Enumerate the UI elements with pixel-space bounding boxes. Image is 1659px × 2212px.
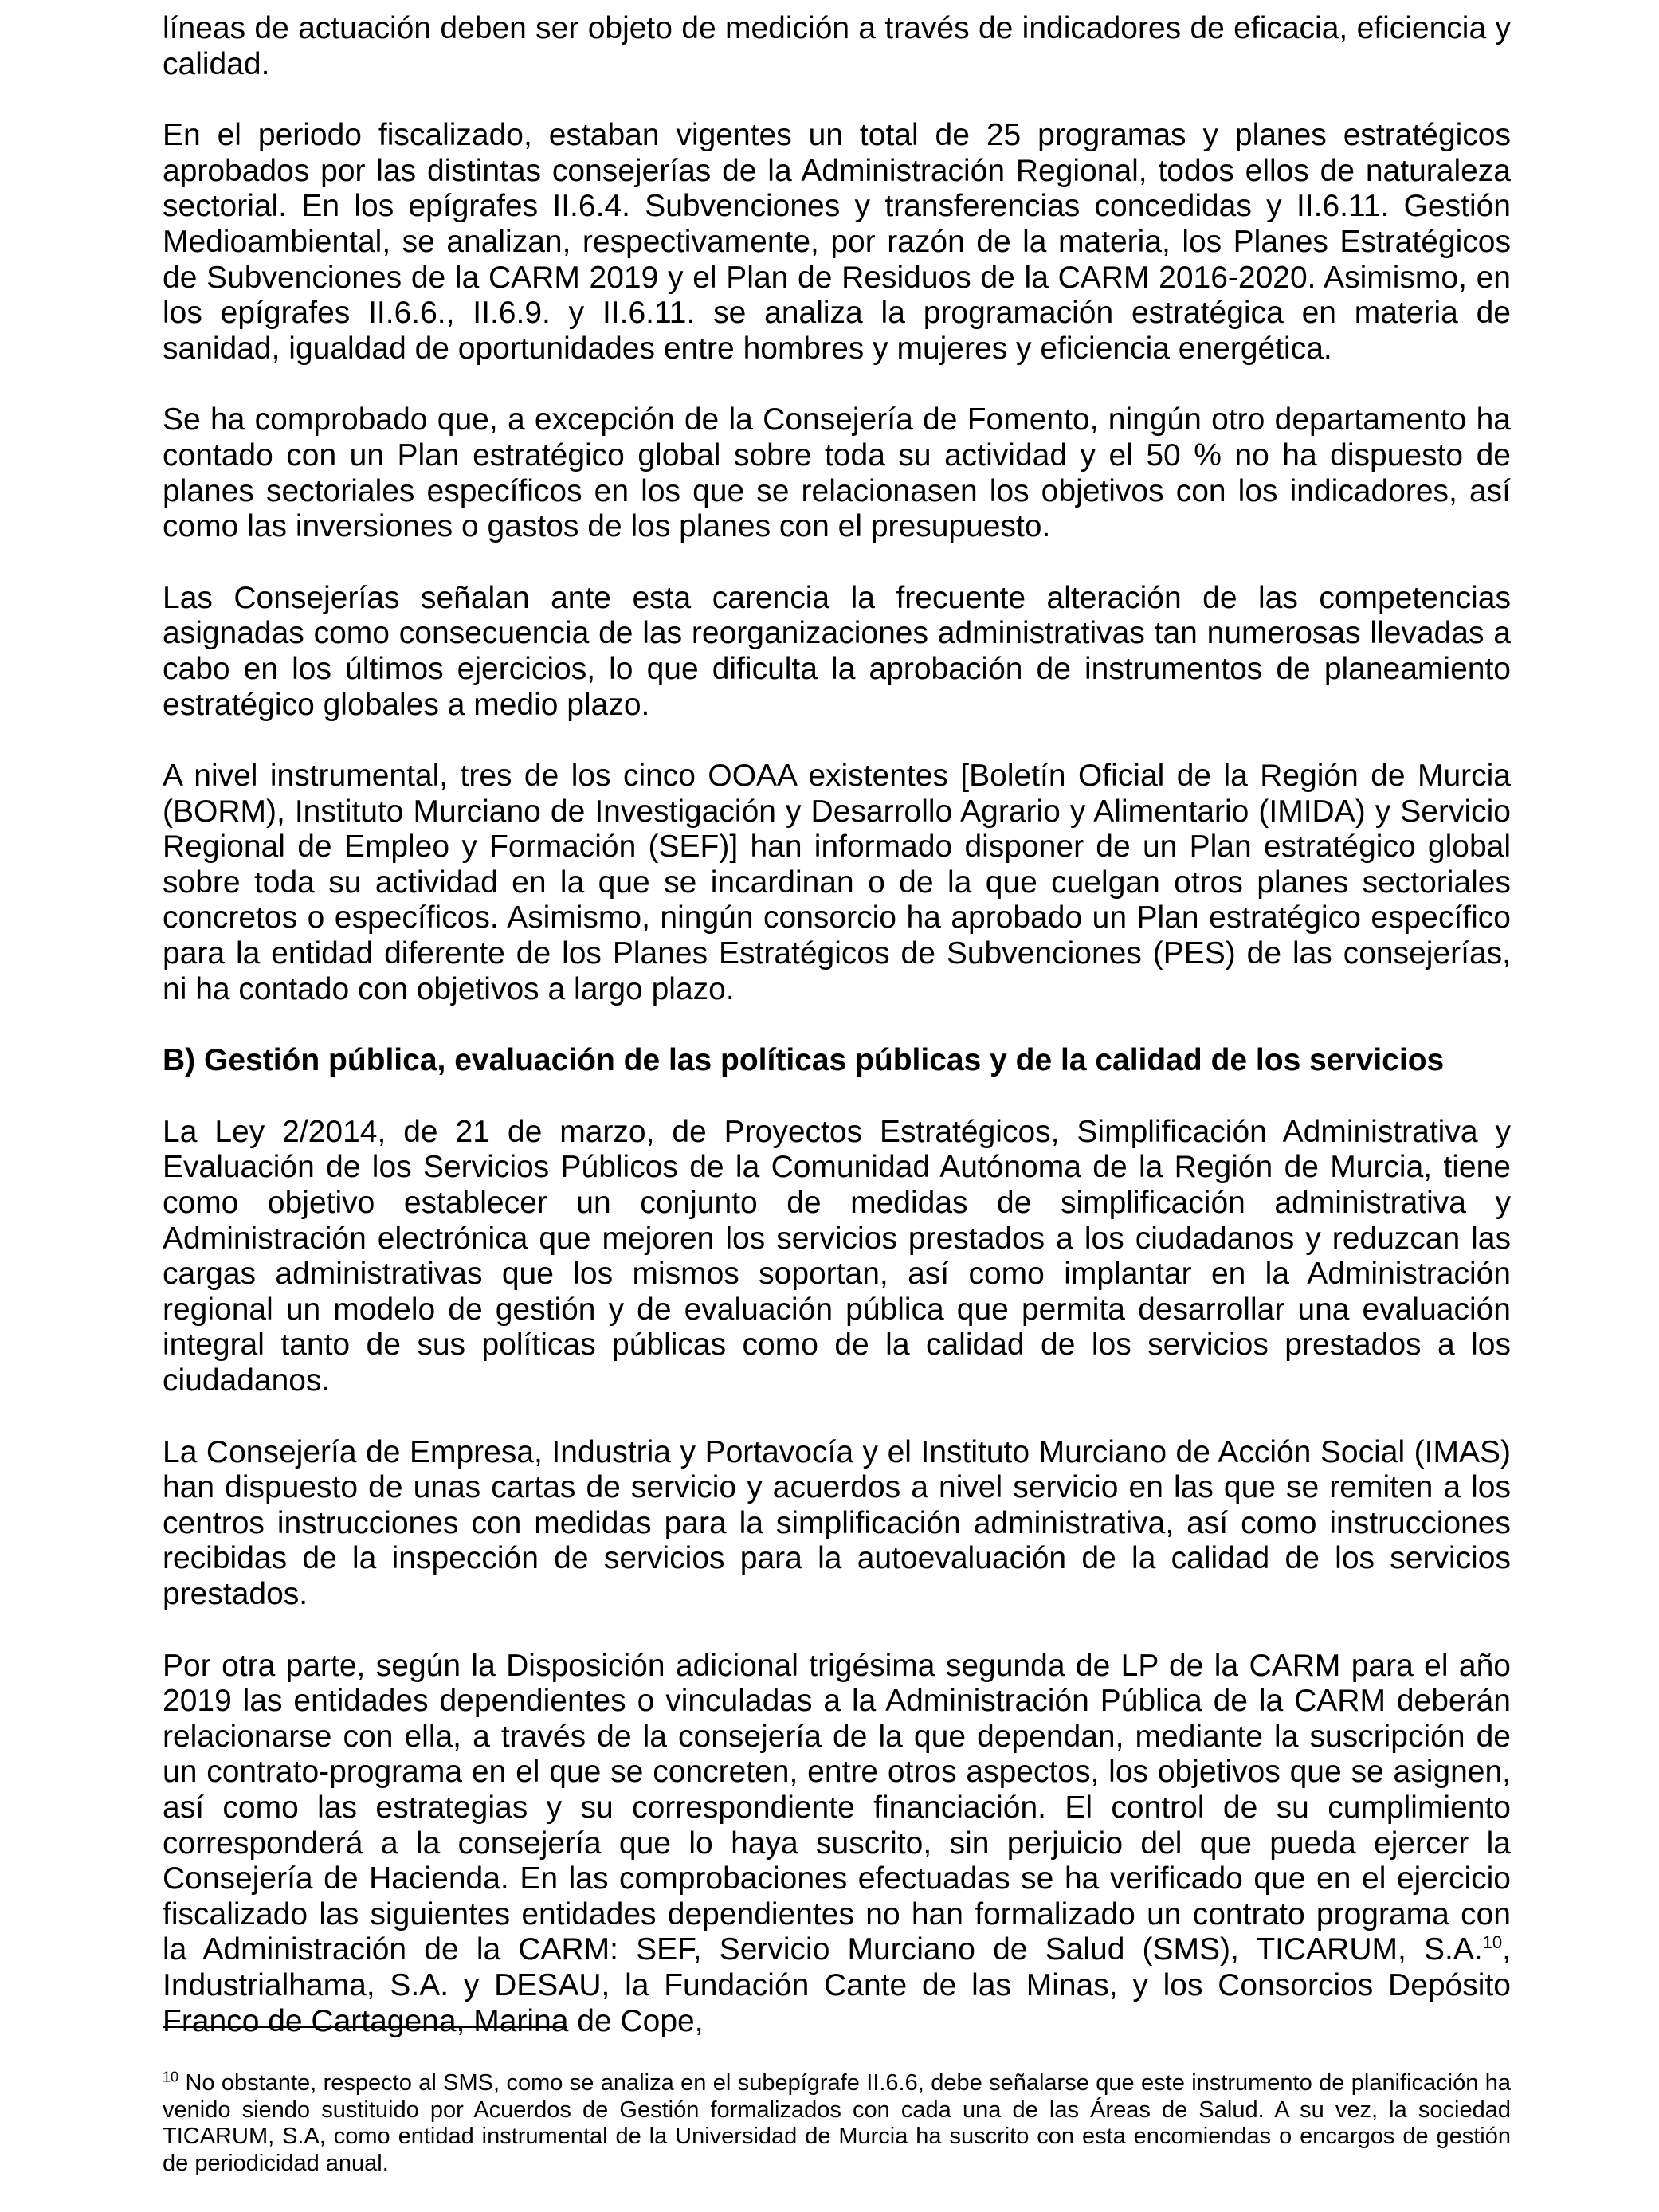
footnote-number: 10 xyxy=(163,2069,179,2085)
paragraph-text-after: , Industrialhama, S.A. y DESAU, la Fundación Cante de las Minas, y los Consorcios Depósito Franco de Cartagena, Marina de Cope, xyxy=(163,1932,1511,2038)
document-body xyxy=(163,11,1511,2075)
footnote-separator xyxy=(163,2026,567,2028)
footnote-text: No obstante, respecto al SMS, como se analiza en el subepígrafe II.6.6, debe señalarse que este instrumento de planificación ha venido siendo sustituido por Acuerdos de Gestión formalizados con cada una de las Áreas de Salud. A su vez, la sociedad TICARUM, S.A, como entidad instrumental de la Universidad de Murcia ha suscrito con esta encomiendas o encargos de gestión de periodicidad anual. xyxy=(163,2070,1512,2176)
paragraph-text-before: Por otra parte, según la Disposición adicional trigésima segunda de LP de la CARM para el año 2019 las entidades dependientes o vinculadas a la Administración Pública de la CARM deberán relacionarse con ella, a través de la consejería de la que dependan, mediante la suscripción de un contrato-programa en el que se concreten, entre otros aspectos, los objetivos que se asignen, así como las estrategias y su correspondiente financiación. El control de su cumplimiento corresponderá a la consejería que lo haya suscrito, sin perjuicio del que pueda ejercer la Consejería de Hacienda. En las comprobaciones efectuadas se ha verificado que en el ejercicio fiscalizado las siguientes entidades dependientes no han formalizado un contrato programa con la Administración de la CARM: SEF, Servicio Murciano de Salud (SMS), TICARUM, S.A. xyxy=(163,1648,1511,1967)
paragraph-1: líneas de actuación deben ser objeto de medición a través de indicadores de eficacia, eficiencia y calidad. xyxy=(163,11,1511,81)
paragraph-with-footnote xyxy=(163,1649,1511,2040)
footnote-reference[interactable]: 10 xyxy=(1482,1932,1503,1953)
footnote xyxy=(163,2070,1511,2177)
paragraph-2: En el periodo fiscalizado, estaban vigentes un total de 25 programas y planes estratégicos aprobados por las distintas consejerías de la Administración Regional, todos ellos de naturaleza sectorial. En los epígrafes II.6.4. Subvenciones y transferencias concedidas y II.6.11. Gestión Medioambiental, se analizan, respectivamente, por razón de la materia, los Planes Estratégicos de Subvenciones de la CARM 2019 y el Plan de Residuos de la CARM 2016-2020. Asimismo, en los epígrafes II.6.6., II.6.9. y II.6.11. se analiza la programación estratégica en materia de sanidad, igualdad de oportunidades entre hombres y mujeres y eficiencia energética. xyxy=(163,118,1511,366)
paragraph-3: Se ha comprobado que, a excepción de la Consejería de Fomento, ningún otro departamento ha contado con un Plan estratégico global sobre toda su actividad y el 50 % no ha dispuesto de planes sectoriales específicos en los que se relacionasen los objetivos con los indicadores, así como las inversiones o gastos de los planes con el presupuesto. xyxy=(163,402,1511,544)
paragraph-5: A nivel instrumental, tres de los cinco OOAA existentes [Boletín Oficial de la Región de Murcia (BORM), Instituto Murciano de Investigación y Desarrollo Agrario y Alimentario (IMIDA) y Servicio Regional de Empleo y Formación (SEF)] han informado disponer de un Plan estratégico global sobre toda su actividad en la que se incardinan o de la que cuelgan otros planes sectoriales concretos o específicos. Asimismo, ningún consorcio ha aprobado un Plan estratégico específico para la entidad diferente de los Planes Estratégicos de Subvenciones (PES) de las consejerías, ni ha contado con objetivos a largo plazo. xyxy=(163,759,1511,1006)
section-paragraph-1: La Ley 2/2014, de 21 de marzo, de Proyectos Estratégicos, Simplificación Administrativa y Evaluación de los Servicios Públicos de la Comunidad Autónoma de la Región de Murcia, tiene como objetivo establecer un conjunto de medidas de simplificación administrativa y Administración electrónica que mejoren los servicios prestados a los ciudadanos y reduzcan las cargas administrativas que los mismos soportan, así como implantar en la Administración regional un modelo de gestión y de evaluación pública que permita desarrollar una evaluación integral tanto de sus políticas públicas como de la calidad de los servicios prestados a los ciudadanos. xyxy=(163,1114,1511,1398)
section-heading: B) Gestión pública, evaluación de las políticas públicas y de la calidad de los servicios xyxy=(163,1043,1445,1078)
section-paragraph-2: La Consejería de Empresa, Industria y Portavocía y el Instituto Murciano de Acción Social (IMAS) han dispuesto de unas cartas de servicio y acuerdos a nivel servicio en las que se remiten a los centros instrucciones con medidas para la simplificación administrativa, así como instrucciones recibidas de la inspección de servicios para la autoevaluación de la calidad de los servicios prestados. xyxy=(163,1434,1511,1611)
paragraph-4: Las Consejerías señalan ante esta carencia la frecuente alteración de las competencias asignadas como consecuencia de las reorganizaciones administrativas tan numerosas llevadas a cabo en los últimos ejercicios, lo que dificulta la aprobación de instrumentos de planeamiento estratégico globales a medio plazo. xyxy=(163,580,1511,722)
